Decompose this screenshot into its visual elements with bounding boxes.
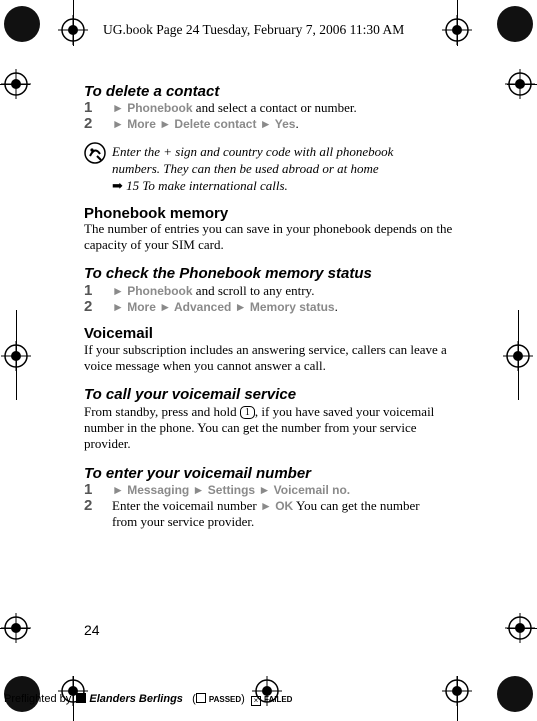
- step-text: Enter the voicemail number: [112, 498, 261, 513]
- step-text: from your service provider.: [112, 514, 255, 529]
- checkbox-empty-icon: [196, 693, 206, 703]
- phonebook-memory-text: The number of entries you can save in your phonebook depends on the capacity of your SIM card.: [84, 221, 453, 252]
- step-text: and scroll to any entry.: [192, 283, 315, 298]
- tip-note: [112, 143, 452, 194]
- menu-path: ► Phonebook: [112, 101, 193, 115]
- menu-path: ► Messaging ► Settings ► Voicemail no.: [112, 483, 351, 497]
- checkbox-checked-icon: ×: [251, 696, 261, 706]
- section-title-enter-voicemail: To enter your voicemail number: [84, 465, 311, 482]
- text-span: , if you have saved your voicemail number in the phone. You can get the number from your service provider.: [84, 404, 435, 451]
- tip-line: numbers. They can then be used abroad or at home: [112, 161, 379, 176]
- registration-mark-icon: [505, 613, 535, 643]
- preflight-prefix: Preflighted by: [4, 693, 72, 705]
- step-delete-1: [112, 100, 357, 116]
- text-span: From standby, press and hold: [84, 404, 240, 419]
- step-check-2: ► More ► Advanced ► Memory status.: [112, 299, 338, 314]
- section-title-delete-contact: To delete a contact: [84, 83, 220, 100]
- step-number: 2: [84, 115, 93, 132]
- registration-mark-icon: [442, 676, 472, 706]
- step-number: 2: [84, 497, 93, 514]
- section-title-voicemail: Voicemail: [84, 325, 153, 342]
- voicemail-text: If your subscription includes an answering service, callers can leave a voice message when you cannot answer a call.: [84, 342, 447, 373]
- registration-mark-icon: [503, 341, 533, 371]
- section-title-call-voicemail: To call your voicemail service: [84, 386, 297, 403]
- status-passed: PASSED: [208, 695, 242, 704]
- page-header: UG.book Page 24 Tuesday, February 7, 2006 11:30 AM: [103, 22, 405, 37]
- step-number: 2: [84, 298, 93, 315]
- call-voicemail-text: [84, 404, 456, 452]
- step-enter-1: [112, 482, 350, 498]
- corner-blob-top-left: [4, 6, 40, 42]
- menu-path: ► More ► Advanced ► Memory status: [112, 300, 335, 314]
- step-enter-2: [112, 498, 420, 530]
- tip-line: Enter the + sign and country code with all phonebook: [112, 144, 394, 159]
- step-number: 1: [84, 481, 93, 498]
- step-number: 1: [84, 99, 93, 116]
- registration-mark-icon: [1, 613, 31, 643]
- registration-mark-icon: [1, 341, 31, 371]
- tip-crossref-link[interactable]: ➡ 15 To make international calls.: [112, 178, 288, 193]
- corner-blob-bottom-right: [497, 676, 533, 712]
- registration-mark-icon: [442, 15, 472, 45]
- elanders-logo-icon: [76, 693, 86, 703]
- step-check-1: [112, 283, 314, 299]
- paren: ): [241, 693, 245, 705]
- key-1-icon: 1: [240, 406, 255, 419]
- tip-icon: [84, 142, 106, 164]
- page-number: 24: [84, 622, 100, 638]
- menu-path: ► Phonebook: [112, 284, 193, 298]
- step-delete-2: ► More ► Delete contact ► Yes.: [112, 116, 299, 131]
- section-title-phonebook-memory: Phonebook memory: [84, 205, 229, 222]
- preflight-footer: [4, 693, 292, 706]
- registration-mark-icon: [505, 69, 535, 99]
- menu-path: ► OK: [260, 499, 294, 513]
- corner-blob-top-right: [497, 6, 533, 42]
- section-title-check-memory: To check the Phonebook memory status: [84, 265, 372, 282]
- status-failed: FAILED: [264, 695, 293, 704]
- step-text: and select a contact or number.: [192, 100, 357, 115]
- step-text: You can get the number: [293, 498, 420, 513]
- paren: (: [192, 693, 196, 705]
- registration-mark-icon: [1, 69, 31, 99]
- preflight-brand: Elanders Berlings: [89, 693, 183, 705]
- registration-mark-icon: [58, 15, 88, 45]
- step-number: 1: [84, 282, 93, 299]
- menu-path: ► More ► Delete contact ► Yes: [112, 117, 296, 131]
